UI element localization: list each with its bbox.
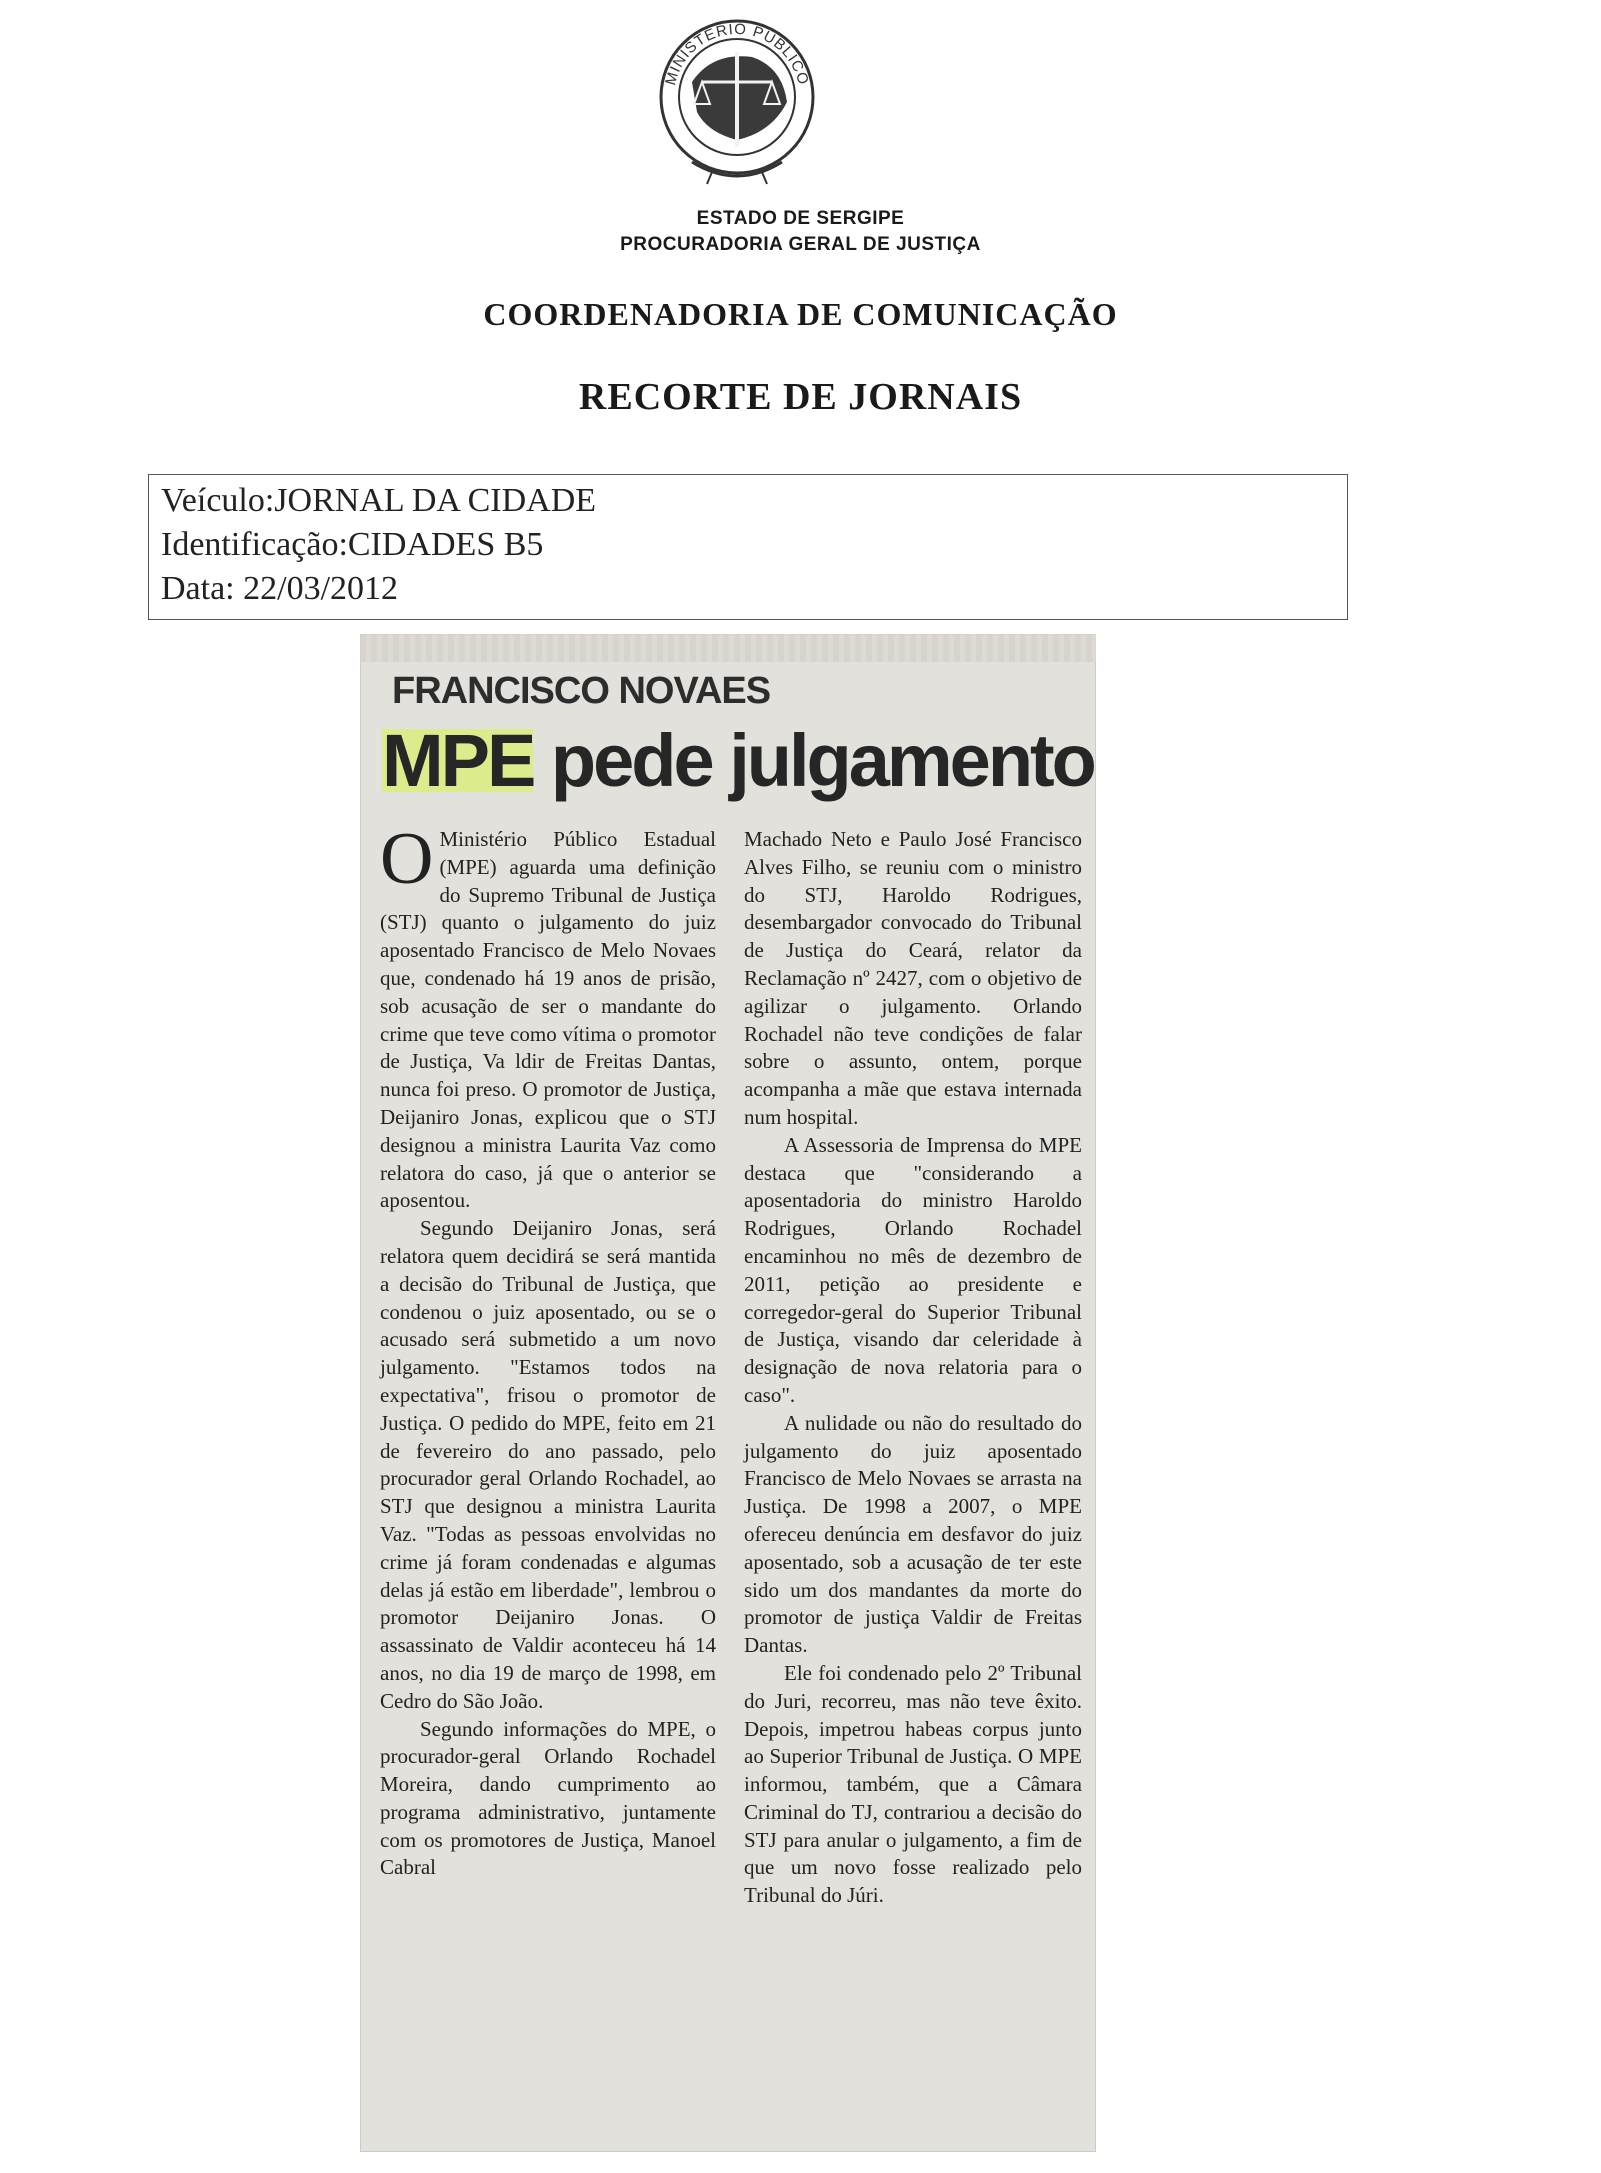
drop-cap: O (380, 818, 434, 900)
identificacao-field: Identificação:CIDADES B5 (161, 526, 544, 563)
article-byline: FRANCISCO NOVAES (392, 670, 771, 712)
article-paragraph: Segundo Deijaniro Jonas, será relatora quem decidirá se será mantida a decisão do Tribunal de Justiça, que condenou o juiz aposentado, ou se o acusado será submetido a um novo julgamento. "Estamos todos na expectativa", frisou o promotor de Justiça. O pedido do MPE, feito em 21 de fevereiro do ano passado, pelo procurador geral Orlando Rochadel, ao STJ que designou a ministra Laurita Vaz. "Todas as pessoas envolvidas no crime já foram condenadas e algumas delas já estão em liberdade", lembrou o promotor Deijaniro Jonas. O assassinato de Valdir aconteceu há 14 anos, no dia 19 de março de 1998, em Cedro do São João. (380, 1216, 716, 1713)
newspaper-clipping (360, 634, 1096, 2152)
state-name: ESTADO DE SERGIPE (696, 208, 905, 229)
veiculo-field: Veículo:JORNAL DA CIDADE (161, 482, 597, 519)
data-field: Data: 22/03/2012 (161, 570, 399, 607)
article-headline (382, 718, 1094, 803)
headline-rest: pede julgamento (533, 719, 1094, 802)
article-paragraph: Segundo informações do MPE, o procurador-geral Orlando Rochadel Moreira, dando cumprimento ao programa administrativo, juntamente com os promotores de Justiça, Manoel Cabral (380, 1716, 716, 1880)
ministerio-publico-seal (652, 12, 822, 192)
article-paragraph: A Assessoria de Imprensa do MPE destaca que "considerando a aposentadoria do ministro Haroldo Rodrigues, Orlando Rochadel encaminhou no mês de dezembro de 2011, petição ao presidente e corregedor-geral do Superior Tribunal de Justiça, visando dar celeridade à designação de nova relatoria para o caso". (744, 1132, 1082, 1407)
paragraph-text: Ministério Público Estadual (MPE) aguarda uma definição do Supremo Tribunal de Justiça (STJ) quanto o julgamento do juiz aposentado Francisco de Melo Novaes que, condenado há 19 anos de prisão, sob acusação de ser o mandante do crime que teve como vítima o promotor de Justiça, Va ldir de Freitas Dantas, nunca foi preso. O promotor de Justiça, Deijaniro Jonas, explicou que o STJ designou a ministra Laurita Vaz como relatora do caso, já que o anterior se aposentou. (380, 827, 716, 1213)
seal-text: MINISTÉRIO PÚBLICO (662, 20, 812, 88)
article-paragraph: Machado Neto e Paulo José Francisco Alves Filho, se reuniu com o ministro do STJ, Haroldo Rodrigues, desembargador convocado do Tribunal de Justiça do Ceará, relator da Reclamação nº 2427, com o objetivo de agilizar o julgamento. Orlando Rochadel não teve condições de falar sobre o assunto, ontem, porque acompanha a mãe que estava internada num hospital. (744, 827, 1082, 1129)
section-title: RECORTE DE JORNAIS (578, 376, 1023, 418)
article-paragraph (380, 818, 716, 1215)
clipping-info-box (148, 474, 1348, 620)
department-title: COORDENADORIA DE COMUNICAÇÃO (483, 296, 1118, 332)
article-paragraph: Ele foi condenado pelo 2º Tribunal do Juri, recorreu, mas não teve êxito. Depois, impetrou habeas corpus junto ao Superior Tribunal de Justiça. O MPE informou, também, que a Câmara Criminal do TJ, contrariou a decisão do STJ para anular o julgamento, a fim de que um novo fosse realizado pelo Tribunal do Júri. (744, 1660, 1082, 1908)
article-paragraph: A nulidade ou não do resultado do julgamento do juiz aposentado Francisco de Melo Novaes se arrasta na Justiça. De 1998 a 2007, o MPE ofereceu denúncia em desfavor do juiz aposentado, sob a acusação de ter este sido um dos mandantes da morte do promotor de justiça Valdir de Freitas Dantas. (744, 1410, 1082, 1658)
article-column-right (744, 826, 1082, 1910)
headline-highlight: MPE (382, 719, 534, 802)
agency-name: PROCURADORIA GERAL DE JUSTIÇA (620, 234, 981, 255)
article-column-left (380, 818, 716, 1882)
